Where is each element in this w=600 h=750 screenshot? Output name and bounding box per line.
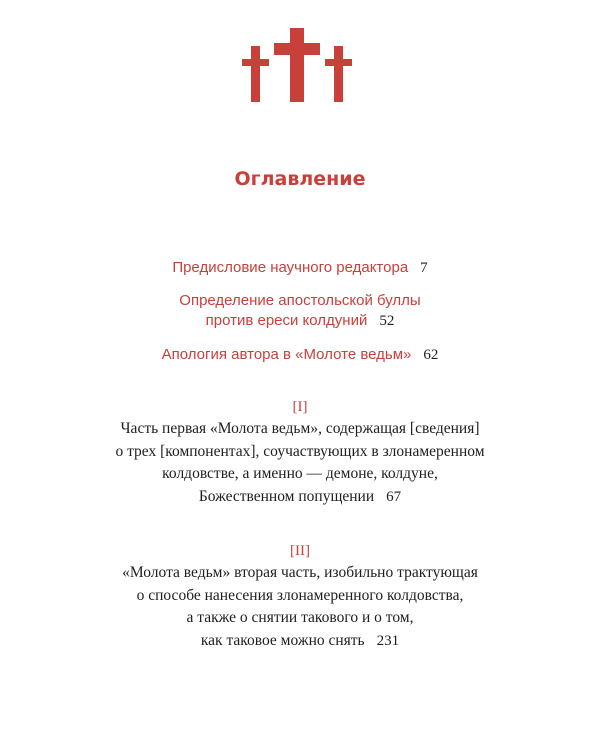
part-text-line: о способе нанесения злонамеренного колдовства,: [136, 586, 464, 604]
part-text-line: как таковое можно снять: [200, 631, 365, 649]
toc-entry-page: 62: [423, 347, 439, 363]
part-label-2: [II]: [290, 543, 310, 559]
toc-entry-title: Апология автора в «Молоте ведьм»: [161, 346, 412, 363]
toc-entry-preface[interactable]: [0, 258, 600, 278]
toc-entry-page: 7: [420, 260, 428, 276]
toc-part-2[interactable]: [0, 562, 600, 652]
toc-part-page: 67: [386, 488, 402, 505]
part-text-line: «Молота ведьм» вторая часть, изобильно трактующая: [122, 564, 478, 581]
toc-entry-title-line2: против ереси колдуний: [205, 312, 368, 329]
toc-entry-bull[interactable]: [0, 291, 600, 331]
toc-title: Оглавление: [234, 168, 366, 190]
part-text-line: колдовстве, а именно — демоне, колдуне,: [162, 465, 438, 482]
toc-entry-title: Определение апостольской буллы: [179, 292, 421, 309]
part-label-1: [I]: [292, 399, 308, 415]
three-crosses-icon: [238, 26, 356, 108]
toc-part-1[interactable]: [0, 418, 600, 508]
part-text-line: Часть первая «Молота ведьм», содержащая [сведения]: [120, 420, 480, 437]
toc-entry-apology[interactable]: [0, 345, 600, 365]
toc-part-page: 231: [376, 632, 400, 649]
toc-entry-page: 52: [379, 313, 395, 329]
toc-entry-title: Предисловие научного редактора: [172, 259, 409, 276]
part-text-line: о трех [компонентах], соучаствующих в злонамеренном: [115, 442, 485, 460]
part-text-line: Божественном попущении: [198, 487, 375, 505]
part-text-line: а также о снятии такового и о том,: [186, 609, 414, 626]
